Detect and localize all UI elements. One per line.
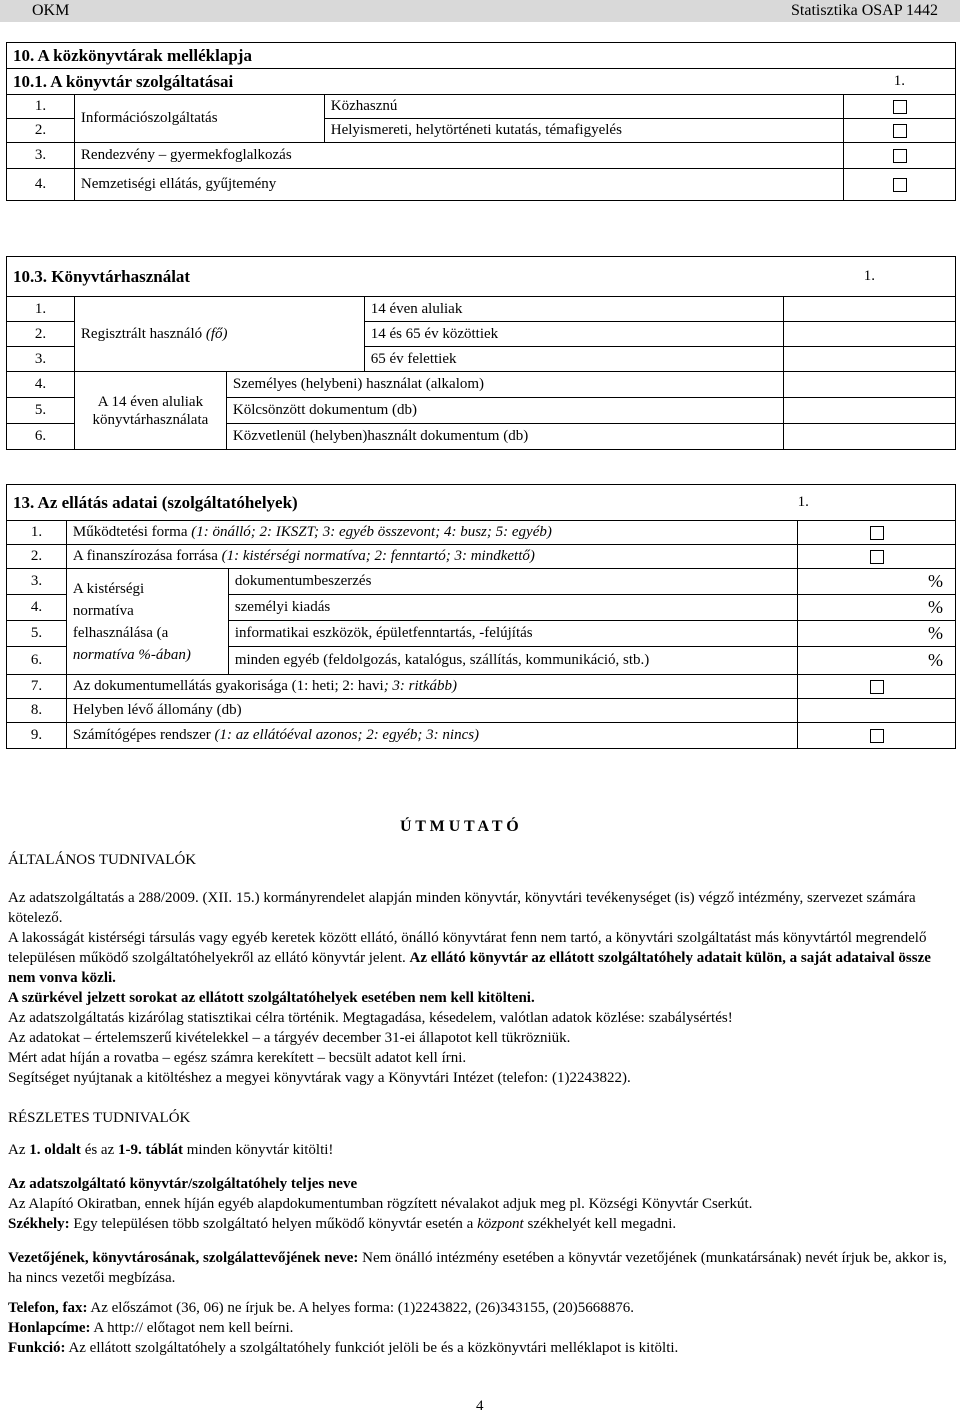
percent-cell[interactable]: % [798, 647, 956, 675]
row-label: Számítógépes rendszer (1: az ellátóéval azonos; 2: egyéb; 3: nincs) [66, 723, 797, 749]
detail-text-1: Az 1. oldalt és az 1-9. táblát minden könyvtár kitölti! [8, 1142, 334, 1158]
row-number: 8. [7, 699, 67, 723]
percent-cell[interactable]: % [798, 569, 956, 595]
row-number: 2. [7, 119, 75, 143]
library-usage-table [6, 256, 956, 450]
row-number: 7. [7, 675, 67, 699]
row-label: informatikai eszközök, épületfenntartás, -felújítás [228, 621, 797, 647]
row-group-label: A 14 éven aluliak könyvtárhasználata [74, 372, 226, 450]
column-header: 1. [844, 69, 956, 95]
row-number: 6. [7, 647, 67, 675]
detail-heading: RÉSZLETES TUDNIVALÓK [8, 1110, 191, 1126]
table-title: 10. A közkönyvtárak melléklapja [7, 43, 956, 69]
row-label: A finanszírozása forrása (1: kistérségi normatíva; 2: fenntartó; 3: mindkettő) [66, 545, 797, 569]
row-number: 5. [7, 621, 67, 647]
row-label: Személyes (helybeni) használat (alkalom) [226, 372, 783, 398]
row-label: Kölcsönzött dokumentum (db) [226, 398, 783, 424]
detail-text-4: Telefon, fax: Az előszámot (36, 06) ne írjuk be. A helyes forma: (1)2243822, (26)343155, (20)5668876. Honlapcíme: A http:// előtagot nem kell beírni. Funkció: Az ellátott szolgáltatóhely a szolgáltatóhely funkciót jelöli be és a közkönyvtári melléklapot is kitölti. [8, 1300, 679, 1356]
table-title: 10.3. Könyvtárhasználat [7, 257, 784, 297]
service-point-table [6, 484, 956, 749]
row-number: 4. [7, 169, 75, 201]
row-number: 4. [7, 372, 75, 398]
checkbox-field[interactable] [844, 119, 956, 143]
checkbox-icon [870, 526, 884, 540]
row-number: 3. [7, 347, 75, 372]
value-cell[interactable] [784, 322, 956, 347]
row-label: minden egyéb (feldolgozás, katalógus, szállítás, kommunikáció, stb.) [228, 647, 797, 675]
row-number: 3. [7, 569, 67, 595]
row-group-label: A kistérségi normatíva felhasználása (a normatíva %-ában) [66, 569, 228, 675]
row-number: 9. [7, 723, 67, 749]
table-title: 13. Az ellátás adatai (szolgáltatóhelyek) [7, 485, 798, 521]
checkbox-icon [893, 124, 907, 138]
checkbox-field[interactable] [798, 545, 956, 569]
row-number: 1. [7, 95, 75, 119]
percent-cell[interactable]: % [798, 621, 956, 647]
general-heading: ÁLTALÁNOS TUDNIVALÓK [8, 852, 197, 868]
checkbox-icon [870, 729, 884, 743]
row-number: 3. [7, 143, 75, 169]
row-group-label: Regisztrált használó (fő) [74, 297, 364, 372]
row-number: 4. [7, 595, 67, 621]
checkbox-icon [893, 178, 907, 192]
checkbox-field[interactable] [798, 521, 956, 545]
value-cell[interactable] [784, 398, 956, 424]
row-label: 65 év felettiek [364, 347, 784, 372]
detail-text-2: Az adatszolgáltató könyvtár/szolgáltatóhely teljes neve Az Alapító Okiratban, ennek híján egyéb alapdokumentumban rögzített névalakot adjuk meg pl. Községi Könyvtár Cserkút. Székhely: Egy településen több szolgáltató helyen működő könyvtár esetén a központ székhelyét kell megadni. [8, 1176, 753, 1232]
value-cell[interactable] [784, 372, 956, 398]
row-number: 2. [7, 322, 75, 347]
checkbox-field[interactable] [844, 143, 956, 169]
checkbox-field[interactable] [844, 95, 956, 119]
row-number: 1. [7, 297, 75, 322]
value-cell[interactable] [784, 347, 956, 372]
row-label: Nemzetiségi ellátás, gyűjtemény [74, 169, 843, 201]
page-header [0, 0, 960, 22]
value-cell[interactable] [784, 424, 956, 450]
column-header: 1. [798, 485, 956, 521]
row-number: 1. [7, 521, 67, 545]
checkbox-field[interactable] [798, 675, 956, 699]
percent-cell[interactable]: % [798, 595, 956, 621]
row-label: Működtetési forma (1: önálló; 2: IKSZT; 3: egyéb összevont; 4: busz; 5: egyéb) [66, 521, 797, 545]
detail-text-3: Vezetőjének, könyvtárosának, szolgálattevőjének neve: Nem önálló intézmény esetében a könyvtár vezetőjének (munkatársának) nevét írjuk be, akkor is, ha nincs vezetői megbízása. [8, 1250, 947, 1286]
value-cell[interactable] [784, 297, 956, 322]
row-label: Helyben lévő állomány (db) [66, 699, 797, 723]
row-label: 14 és 65 év közöttiek [364, 322, 784, 347]
checkbox-icon [870, 680, 884, 694]
row-number: 6. [7, 424, 75, 450]
row-group-label: Információszolgáltatás [74, 95, 324, 143]
services-table [6, 42, 956, 201]
row-number: 2. [7, 545, 67, 569]
column-header: 1. [784, 257, 956, 297]
table-subtitle: 10.1. A könyvtár szolgáltatásai [7, 69, 844, 95]
row-label: Közvetlenül (helyben)használt dokumentum (db) [226, 424, 783, 450]
checkbox-icon [893, 100, 907, 114]
header-left: OKM [32, 2, 70, 19]
row-label: személyi kiadás [228, 595, 797, 621]
row-label: Az dokumentumellátás gyakorisága (1: heti; 2: havi; 3: ritkább) [66, 675, 797, 699]
checkbox-field[interactable] [798, 723, 956, 749]
checkbox-icon [893, 149, 907, 163]
row-label: dokumentumbeszerzés [228, 569, 797, 595]
checkbox-icon [870, 550, 884, 564]
checkbox-field[interactable] [844, 169, 956, 201]
guide-title: Ú T M U T A T Ó [400, 818, 519, 835]
row-number: 5. [7, 398, 75, 424]
row-label: 14 éven aluliak [364, 297, 784, 322]
row-label: Közhasznú [324, 95, 843, 119]
row-label: Helyismereti, helytörténeti kutatás, témafigyelés [324, 119, 843, 143]
page-number: 4 [476, 1398, 484, 1414]
row-label: Rendezvény – gyermekfoglalkozás [74, 143, 843, 169]
header-right: Statisztika OSAP 1442 [791, 2, 938, 19]
general-text: Az adatszolgáltatás a 288/2009. (XII. 15.) kormányrendelet alapján minden könyvtár, könyvtári tevékenységet (is) végző intézmény, szervezet számára kötelező. A lakosságát kistérségi társulás vagy egyéb keretek között ellátó, önálló könyvtárat fenn nem tartó, a könyvtári szolgáltatást más könyvtártól megrendelő településen működő szolgáltatóhelyekről az ellátó könyvtár jelent. Az ellátó könyvtár az ellátott szolgáltatóhely adatait külön, a saját adataival össze nem vonva közli. A szürkével jelzett sorokat az ellátott szolgáltatóhelyek esetében nem kell kitölteni. Az adatszolgáltatás kizárólag statisztikai célra történik. Megtagadása, késedelem, valótlan adatok közlése: szabálysértés! Az adatokat – értelemszerű kivételekkel – a tárgyév december 31-ei állapotot kell tükrözniük. Mért adat híján a rovatba – egész számra kerekített – becsült adatot kell írni. Segítséget nyújtanak a kitöltéshez a megyei könyvtárak vagy a Könyvtári Intézet (telefon: (1)2243822). [8, 890, 931, 1086]
value-cell[interactable] [798, 699, 956, 723]
